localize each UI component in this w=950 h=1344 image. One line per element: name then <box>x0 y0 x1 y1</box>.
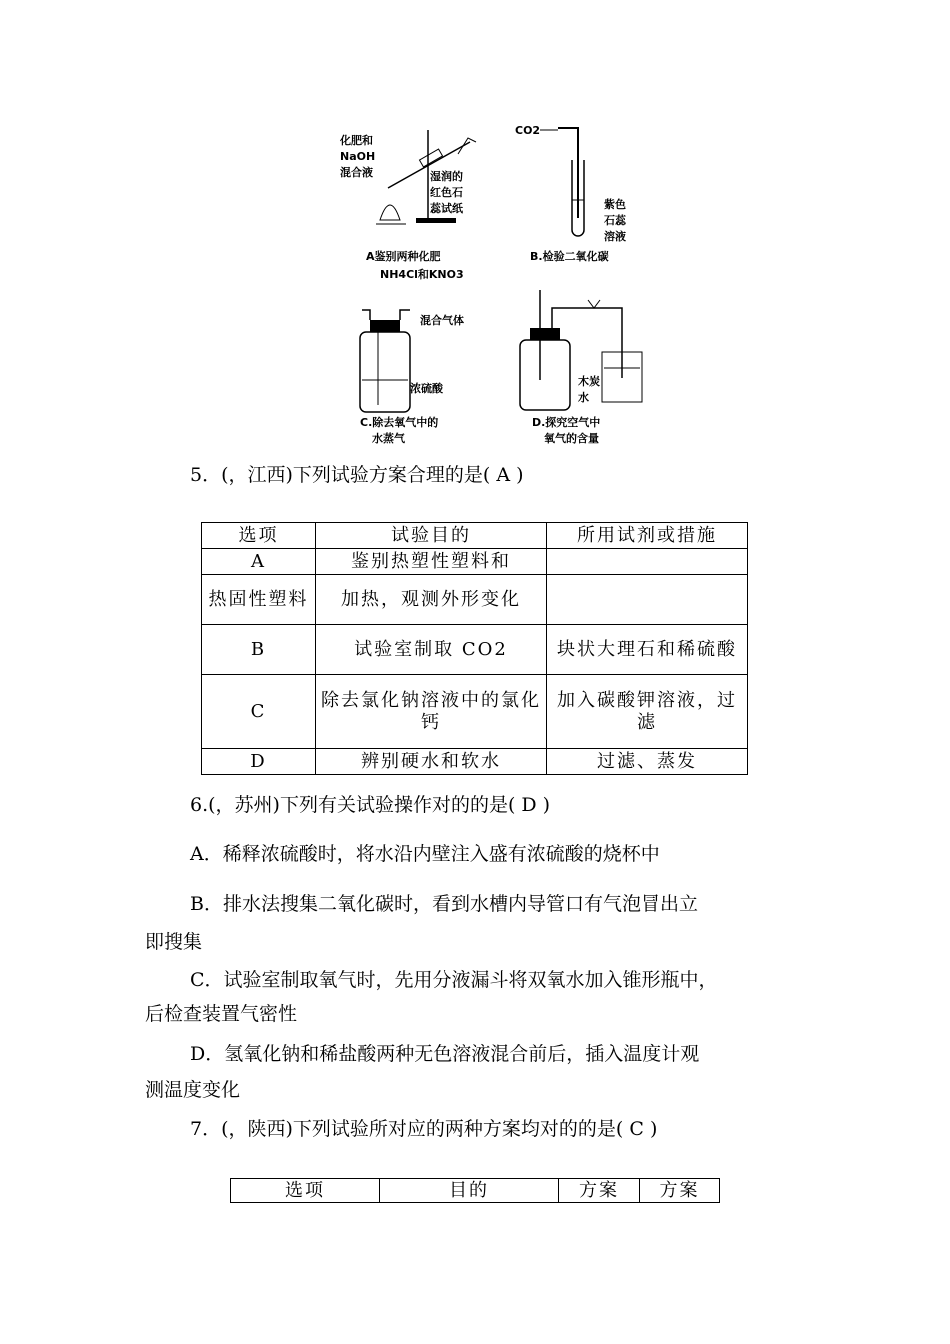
q6-option-b-line2: 即搜集 <box>145 931 203 953</box>
a-caption-1: A鉴别两种化肥 <box>366 250 441 263</box>
q7-header: 选项 <box>231 1179 380 1203</box>
q5-cell: 加入碳酸钾溶液，过滤 <box>547 675 748 749</box>
c-caption-1: C.除去氧气中的 <box>360 416 439 429</box>
q5-cell <box>547 575 748 625</box>
d-caption-1: D.探究空气中 <box>532 416 601 429</box>
b-gas-label: CO2 <box>515 124 541 137</box>
a-label-3: 混合液 <box>340 166 373 179</box>
q5-cell: 过滤、蒸发 <box>547 749 748 775</box>
q6-option-b-line1: B．排水法搜集二氧化碳时，看到水槽内导管口有气泡冒出立 <box>190 893 698 915</box>
c-gas-label: 混合气体 <box>420 314 464 327</box>
q5-cell: 加热，观测外形变化 <box>316 575 547 625</box>
q6-stem: 6.(，苏州)下列有关试验操作对的的是( D ) <box>190 794 551 816</box>
q5-cell: 除去氯化钠溶液中的氯化钙 <box>316 675 547 749</box>
diagram-b <box>515 124 627 263</box>
c-caption-2: 水蒸气 <box>372 432 405 445</box>
q5-header: 选项 <box>202 523 316 549</box>
b-right-1: 紫色 <box>604 198 626 211</box>
q6-option-c-line2: 后检查装置气密性 <box>145 1003 298 1025</box>
b-caption: B.检验二氧化碳 <box>530 250 609 263</box>
q7-header: 目的 <box>380 1179 559 1203</box>
q5-header: 试验目的 <box>316 523 547 549</box>
q5-cell: 试验室制取 CO2 <box>316 625 547 675</box>
q5-cell: B <box>202 625 316 675</box>
q6-option-c-line1: C．试验室制取氧气时，先用分液漏斗将双氧水加入锥形瓶中， <box>190 969 718 991</box>
q5-cell: A <box>202 549 316 575</box>
c-acid-label: 浓硫酸 <box>410 382 443 395</box>
q7-table <box>230 1178 720 1203</box>
q6-option-a: A．稀释浓硫酸时，将水沿内壁注入盛有浓硫酸的烧杯中 <box>190 843 660 865</box>
a-label-1: 化肥和 <box>340 134 373 147</box>
q5-cell: 热固性塑料 <box>202 575 316 625</box>
q7-header: 方案 <box>640 1179 720 1203</box>
q5-cell: 辨别硬水和软水 <box>316 749 547 775</box>
q5-cell <box>547 549 748 575</box>
a-right-2: 红色石 <box>430 186 463 199</box>
q5-cell: 鉴别热塑性塑料和 <box>316 549 547 575</box>
a-caption-2: NH4Cl和KNO3 <box>380 268 464 281</box>
d-label-1: 木炭 <box>578 375 600 388</box>
d-caption-2: 氧气的含量 <box>544 432 599 445</box>
q5-stem: 5．(，江西)下列试验方案合理的是( A ) <box>190 464 524 486</box>
d-label-2: 水 <box>578 391 589 404</box>
diagram-a <box>339 130 476 281</box>
q6-option-d-line2: 测温度变化 <box>145 1079 241 1101</box>
q5-cell: C <box>202 675 316 749</box>
q5-cell: D <box>202 749 316 775</box>
q7-header: 方案 <box>559 1179 640 1203</box>
b-right-2: 石蕊 <box>604 214 626 227</box>
a-right-1: 湿润的 <box>430 170 463 183</box>
b-right-3: 溶液 <box>604 230 626 243</box>
q6-option-d-line1: D．氢氧化钠和稀盐酸两种无色溶液混合前后，插入温度计观 <box>190 1043 700 1065</box>
q5-cell: 块状大理石和稀硫酸 <box>547 625 748 675</box>
q7-stem: 7．(，陕西)下列试验所对应的两种方案均对的的是( C ) <box>190 1118 658 1140</box>
q5-table <box>201 522 748 775</box>
diagram-d <box>520 290 642 445</box>
apparatus-figure <box>330 120 650 455</box>
diagram-c <box>360 310 464 445</box>
a-right-3: 蕊试纸 <box>430 202 463 215</box>
q5-header: 所用试剂或措施 <box>547 523 748 549</box>
a-label-2: NaOH <box>340 150 376 163</box>
